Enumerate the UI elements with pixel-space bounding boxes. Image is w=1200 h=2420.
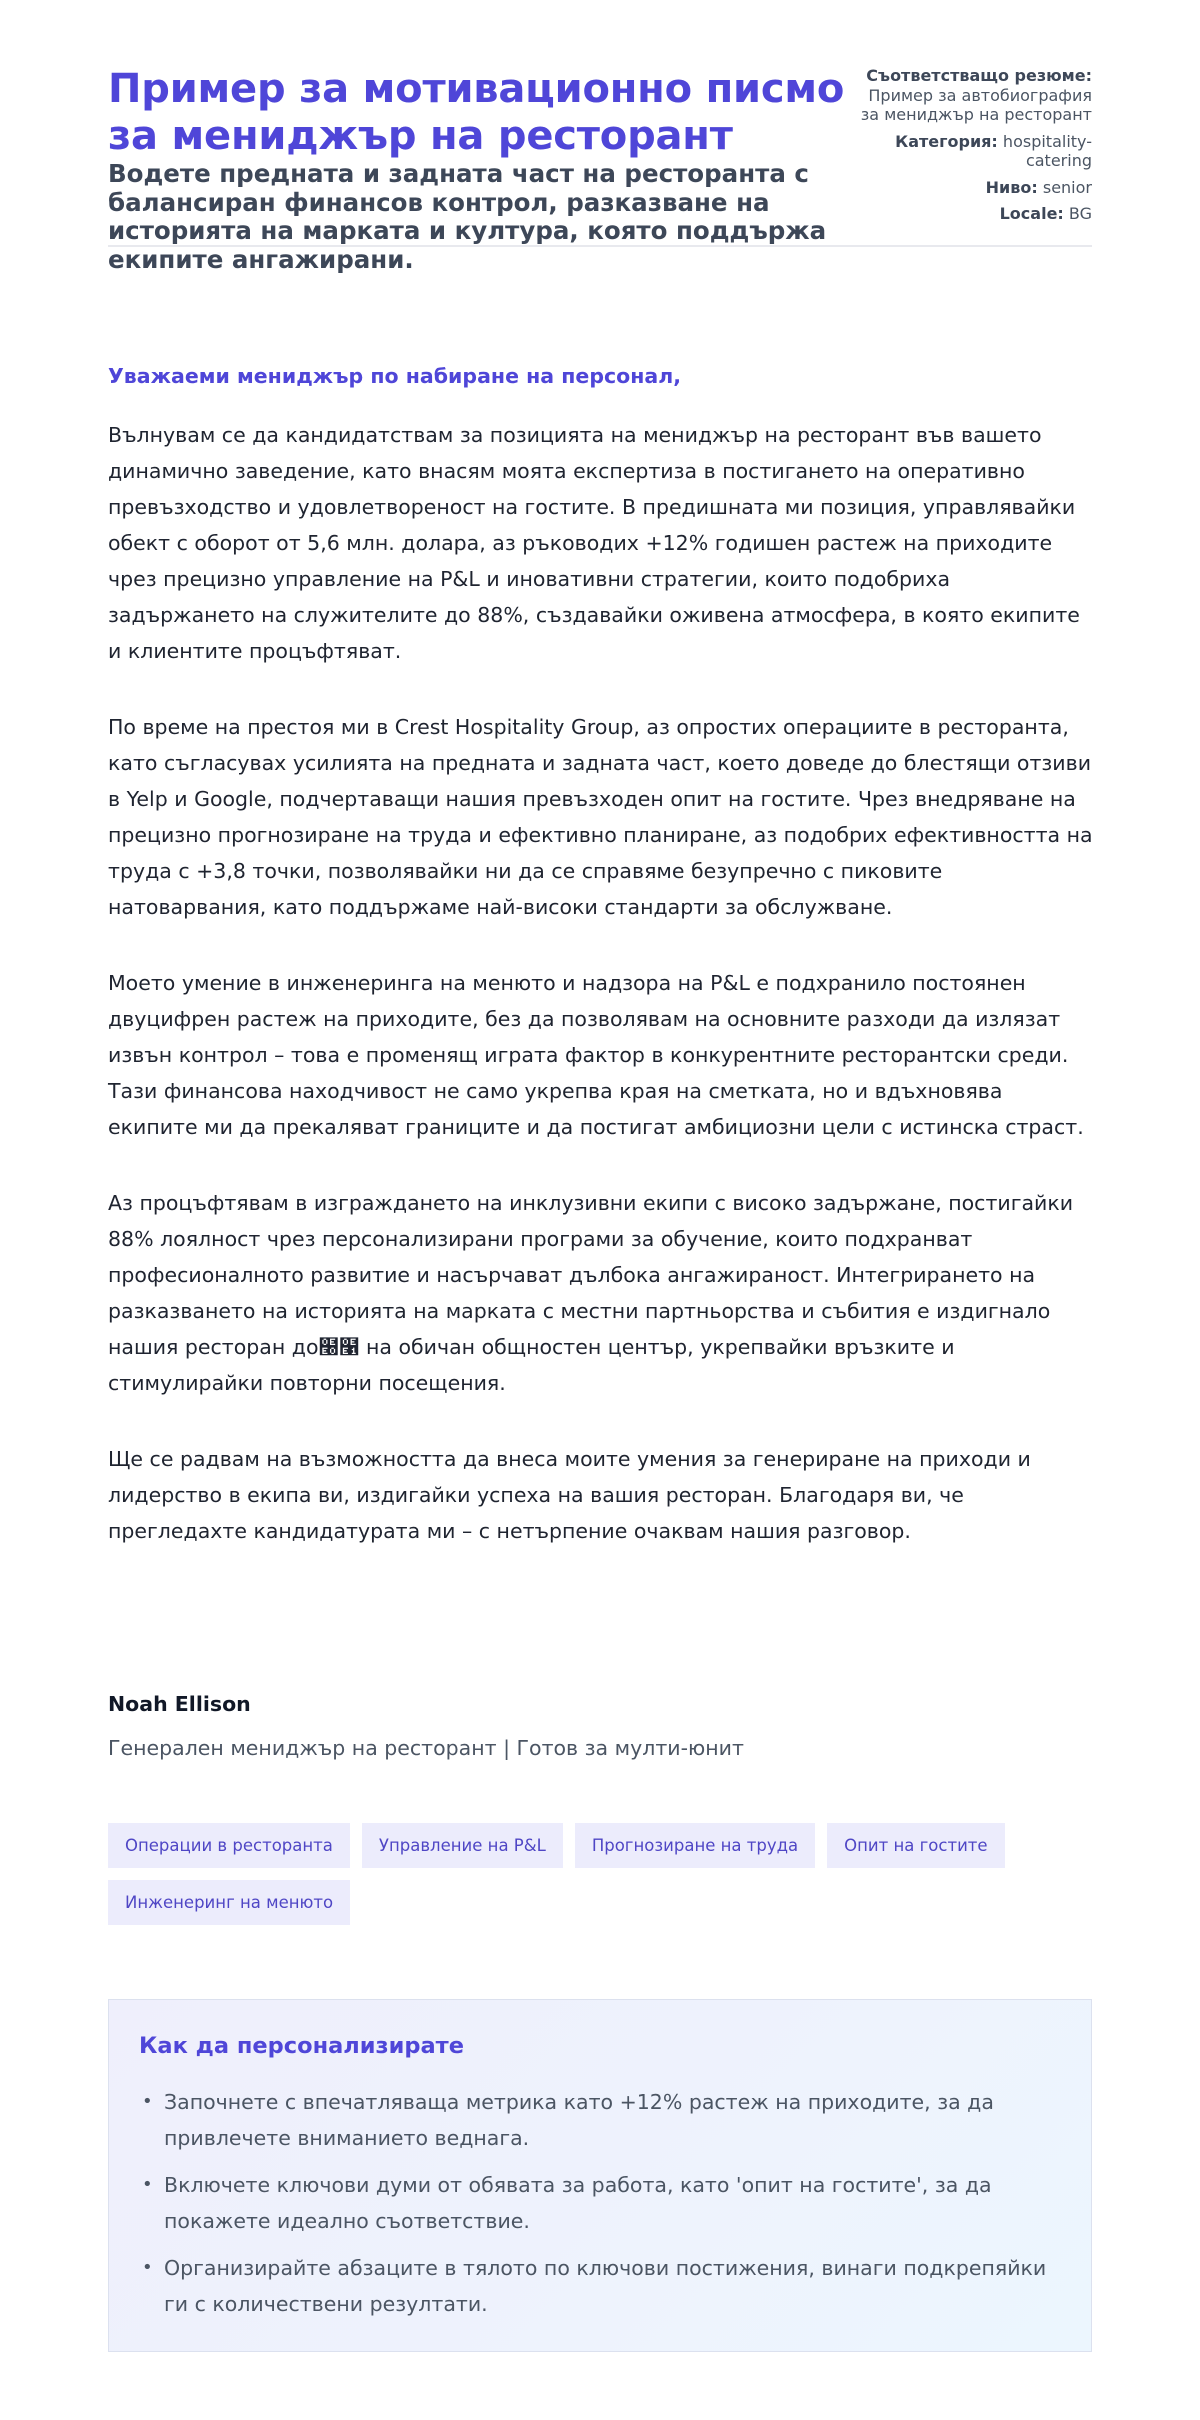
header-titles xyxy=(108,66,848,274)
letter-paragraph: Аз процъфтявам в изграждането на инклузивни екипи с високо задържане, постигайки 88% лоялност чрез персонализирани програми за обучение, които подхранват професионалното развитие и насърчават дълбока ангажираност. Интегрирането на разказването на историята на марката с местни партньорства и събития е издигнало нашия ресторан до໠໡ на обичан общностен център, укрепвайки връзките и стимулирайки повторни посещения. xyxy=(108,1191,1074,1395)
signature-role: Генерален мениджър на ресторант | Готов за мулти-юнит xyxy=(108,1736,744,1760)
signature-block xyxy=(108,1690,744,1762)
bullet-icon: • xyxy=(142,2257,153,2278)
letter-paragraph: Ще се радвам на възможността да внеса моите умения за генериране на приходи и лидерство в екипа ви, издигайки успеха на вашия ресторан. Благодаря ви, че прегледахте кандидатурата ми – с нетърпение очаквам нашия разговор. xyxy=(108,1447,1031,1543)
tips-title: Как да персонализирате xyxy=(139,2033,464,2059)
bullet-icon: • xyxy=(142,2091,153,2112)
cover-letter-page xyxy=(108,0,1093,2316)
skill-tags xyxy=(108,1823,1092,1925)
tip-text: Започнете с впечатляваща метрика като +12% растеж на приходите, за да привлечете вниманието веднага. xyxy=(164,2090,994,2150)
tip-item xyxy=(142,2167,1061,2239)
skill-tag: Управление на P&L xyxy=(362,1823,563,1868)
skill-tag: Операции в ресторанта xyxy=(108,1823,350,1868)
meta-level xyxy=(860,178,1092,198)
skill-tag: Инженеринг на менюто xyxy=(108,1880,350,1925)
meta-label: Locale: xyxy=(999,204,1064,223)
bullet-icon: • xyxy=(142,2174,153,2195)
letter-paragraph: Моето умение в инженеринга на менюто и надзора на P&L е подхранило постоянен двуцифрен растеж на приходите, без да позволявам на основните разходи да излязат извън контрол – това е променящ играта фактор в конкурентните ресторантски среди. Тази финансова находчивост не само укрепва края на сметката, но и вдъхновява екипите ми да прекаляват границите и да постигат амбициозни цели с истинска страст. xyxy=(108,971,1084,1139)
letter-body xyxy=(108,417,1098,1589)
signature-name: Noah Ellison xyxy=(108,1692,251,1716)
meta-matching-resume xyxy=(860,66,1092,125)
page-title: Пример за мотивационно писмо за мениджър на ресторант xyxy=(108,66,845,159)
tip-item xyxy=(142,2084,1061,2156)
meta-value: Пример за автобиография за мениджър на ресторант xyxy=(860,85,1092,124)
meta-label: Ниво: xyxy=(985,177,1038,197)
meta-value: senior xyxy=(1042,177,1092,197)
letter-greeting: Уважаеми мениджър по набиране на персонал, xyxy=(108,364,682,388)
tips-list xyxy=(139,2084,1061,2322)
meta-value: hospitality-catering xyxy=(1002,131,1092,170)
metadata-panel xyxy=(860,66,1092,231)
skill-tag: Опит на гостите xyxy=(827,1823,1004,1868)
tip-text: Включете ключови думи от обявата за работа, като 'опит на гостите', за да покажете идеално съответствие. xyxy=(164,2173,992,2233)
page-header xyxy=(108,0,1092,274)
meta-locale xyxy=(860,204,1092,224)
tip-text: Организирайте абзаците в тялото по ключови постижения, винаги подкрепяйки ги с количествени резултати. xyxy=(164,2256,1047,2316)
letter-paragraph: Вълнувам се да кандидатствам за позицията на мениджър на ресторант във вашето динамично заведение, като внасям моята експертиза в постигането на оперативно превъзходство и удовлетвореност на гостите. В предишната ми позиция, управлявайки обект с оборот от 5,6 млн. долара, аз ръководих +12% годишен растеж на приходите чрез прецизно управление на P&L и иновативни стратегии, които подобриха задържането на служителите до 88%, създавайки оживена атмосфера, в която екипите и клиентите процъфтяват. xyxy=(108,423,1080,663)
page-subtitle: Водете предната и задната част на ресторанта с балансиран финансов контрол, разказване на историята на марката и култура, която поддържа екипите ангажирани. xyxy=(108,159,827,274)
skill-tag: Прогнозиране на труда xyxy=(575,1823,815,1868)
tip-item xyxy=(142,2250,1061,2322)
letter-paragraph: По време на престоя ми в Crest Hospitality Group, аз опростих операциите в ресторанта, като съгласувах усилията на предната и задната част, което доведе до блестящи отзиви в Yelp и Google, подчертаващи нашия превъзходен опит на гостите. Чрез внедряване на прецизно прогнозиране на труда и ефективно планиране, аз подобрих ефективността на труда с +3,8 точки, позволявайки ни да се справяме безупречно с пиковите натоварвания, като поддържаме най-високи стандарти за обслужване. xyxy=(108,715,1093,919)
meta-label: Категория: xyxy=(895,131,998,151)
customization-tips xyxy=(108,1999,1092,2352)
meta-category xyxy=(860,132,1092,171)
meta-value: BG xyxy=(1068,204,1092,223)
meta-label: Съответстващо резюме: xyxy=(866,66,1092,85)
